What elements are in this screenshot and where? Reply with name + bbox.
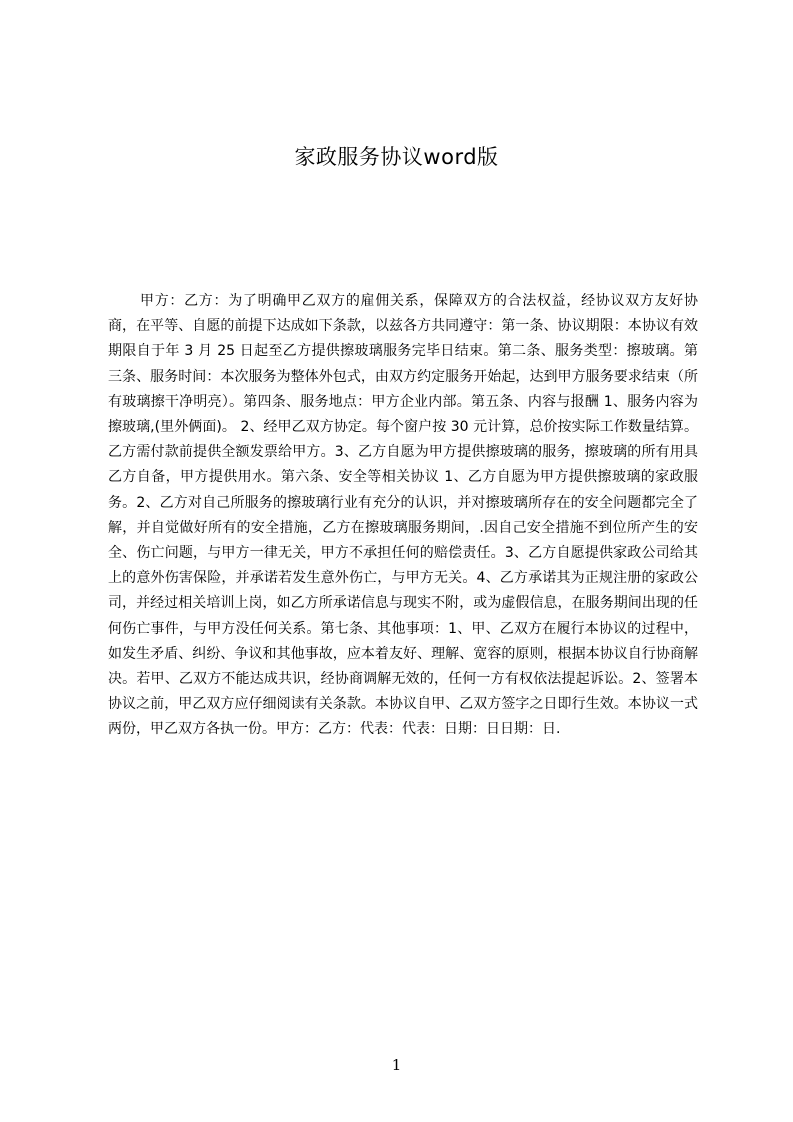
- agreement-body-text: 甲方：乙方：为了明确甲乙双方的雇佣关系，保障双方的合法权益，经协议双方友好协商，在平等、自愿的前提下达成如下条款，以兹各方共同遵守：第一条、协议期限：本协议有效期限自于年 3 月 25 日起至乙方提供擦玻璃服务完毕日结束。第二条、服务类型：擦玻璃。第三条、服务时间：本次服务为整体外包式，由双方约定服务开始起，达到甲方服务要求结束（所有玻璃擦干净明亮）。第四条、服务地点：甲方企业内部。第五条、内容与报酬 1、服务内容为擦玻璃,(里外俩面)。 2、经甲乙双方协定。每个窗户按 30 元计算，总价按实际工作数量结算。乙方需付款前提供全额发票给甲方。3、乙方自愿为甲方提供擦玻璃的服务，擦玻璃的所有用具乙方自备，甲方提供用水。第六条、安全等相关协议 1、乙方自愿为甲方提供擦玻璃的家政服务。2、乙方对自己所服务的擦玻璃行业有充分的认识，并对擦玻璃所存在的安全问题都完全了解，并自觉做好所有的安全措施，乙方在擦玻璃服务期间，.因自己安全措施不到位所产生的安全、伤亡问题，与甲方一律无关，甲方不承担任何的赔偿责任。3、乙方自愿提供家政公司给其上的意外伤害保险，并承诺若发生意外伤亡，与甲方无关。4、乙方承诺其为正规注册的家政公司，并经过相关培训上岗，如乙方所承诺信息与现实不附，或为虚假信息，在服务期间出现的任何伤亡事件，与甲方没任何关系。第七条、其他事项：1、甲、乙双方在履行本协议的过程中，如发生矛盾、纠纷、争议和其他事故，应本着友好、理解、宽容的原则，根据本协议自行协商解决。若甲、乙双方不能达成共识，经协商调解无效的，任何一方有权依法提起诉讼。2、签署本协议之前，甲乙双方应仔细阅读有关条款。本协议自甲、乙双方签字之日即行生效。本协议一式两份，甲乙双方各执一份。甲方：乙方：代表：代表：日期：日日期：日.: [108, 293, 698, 738]
- page-number: 1: [391, 1056, 402, 1074]
- document-title: 家政服务协议word版: [294, 145, 499, 169]
